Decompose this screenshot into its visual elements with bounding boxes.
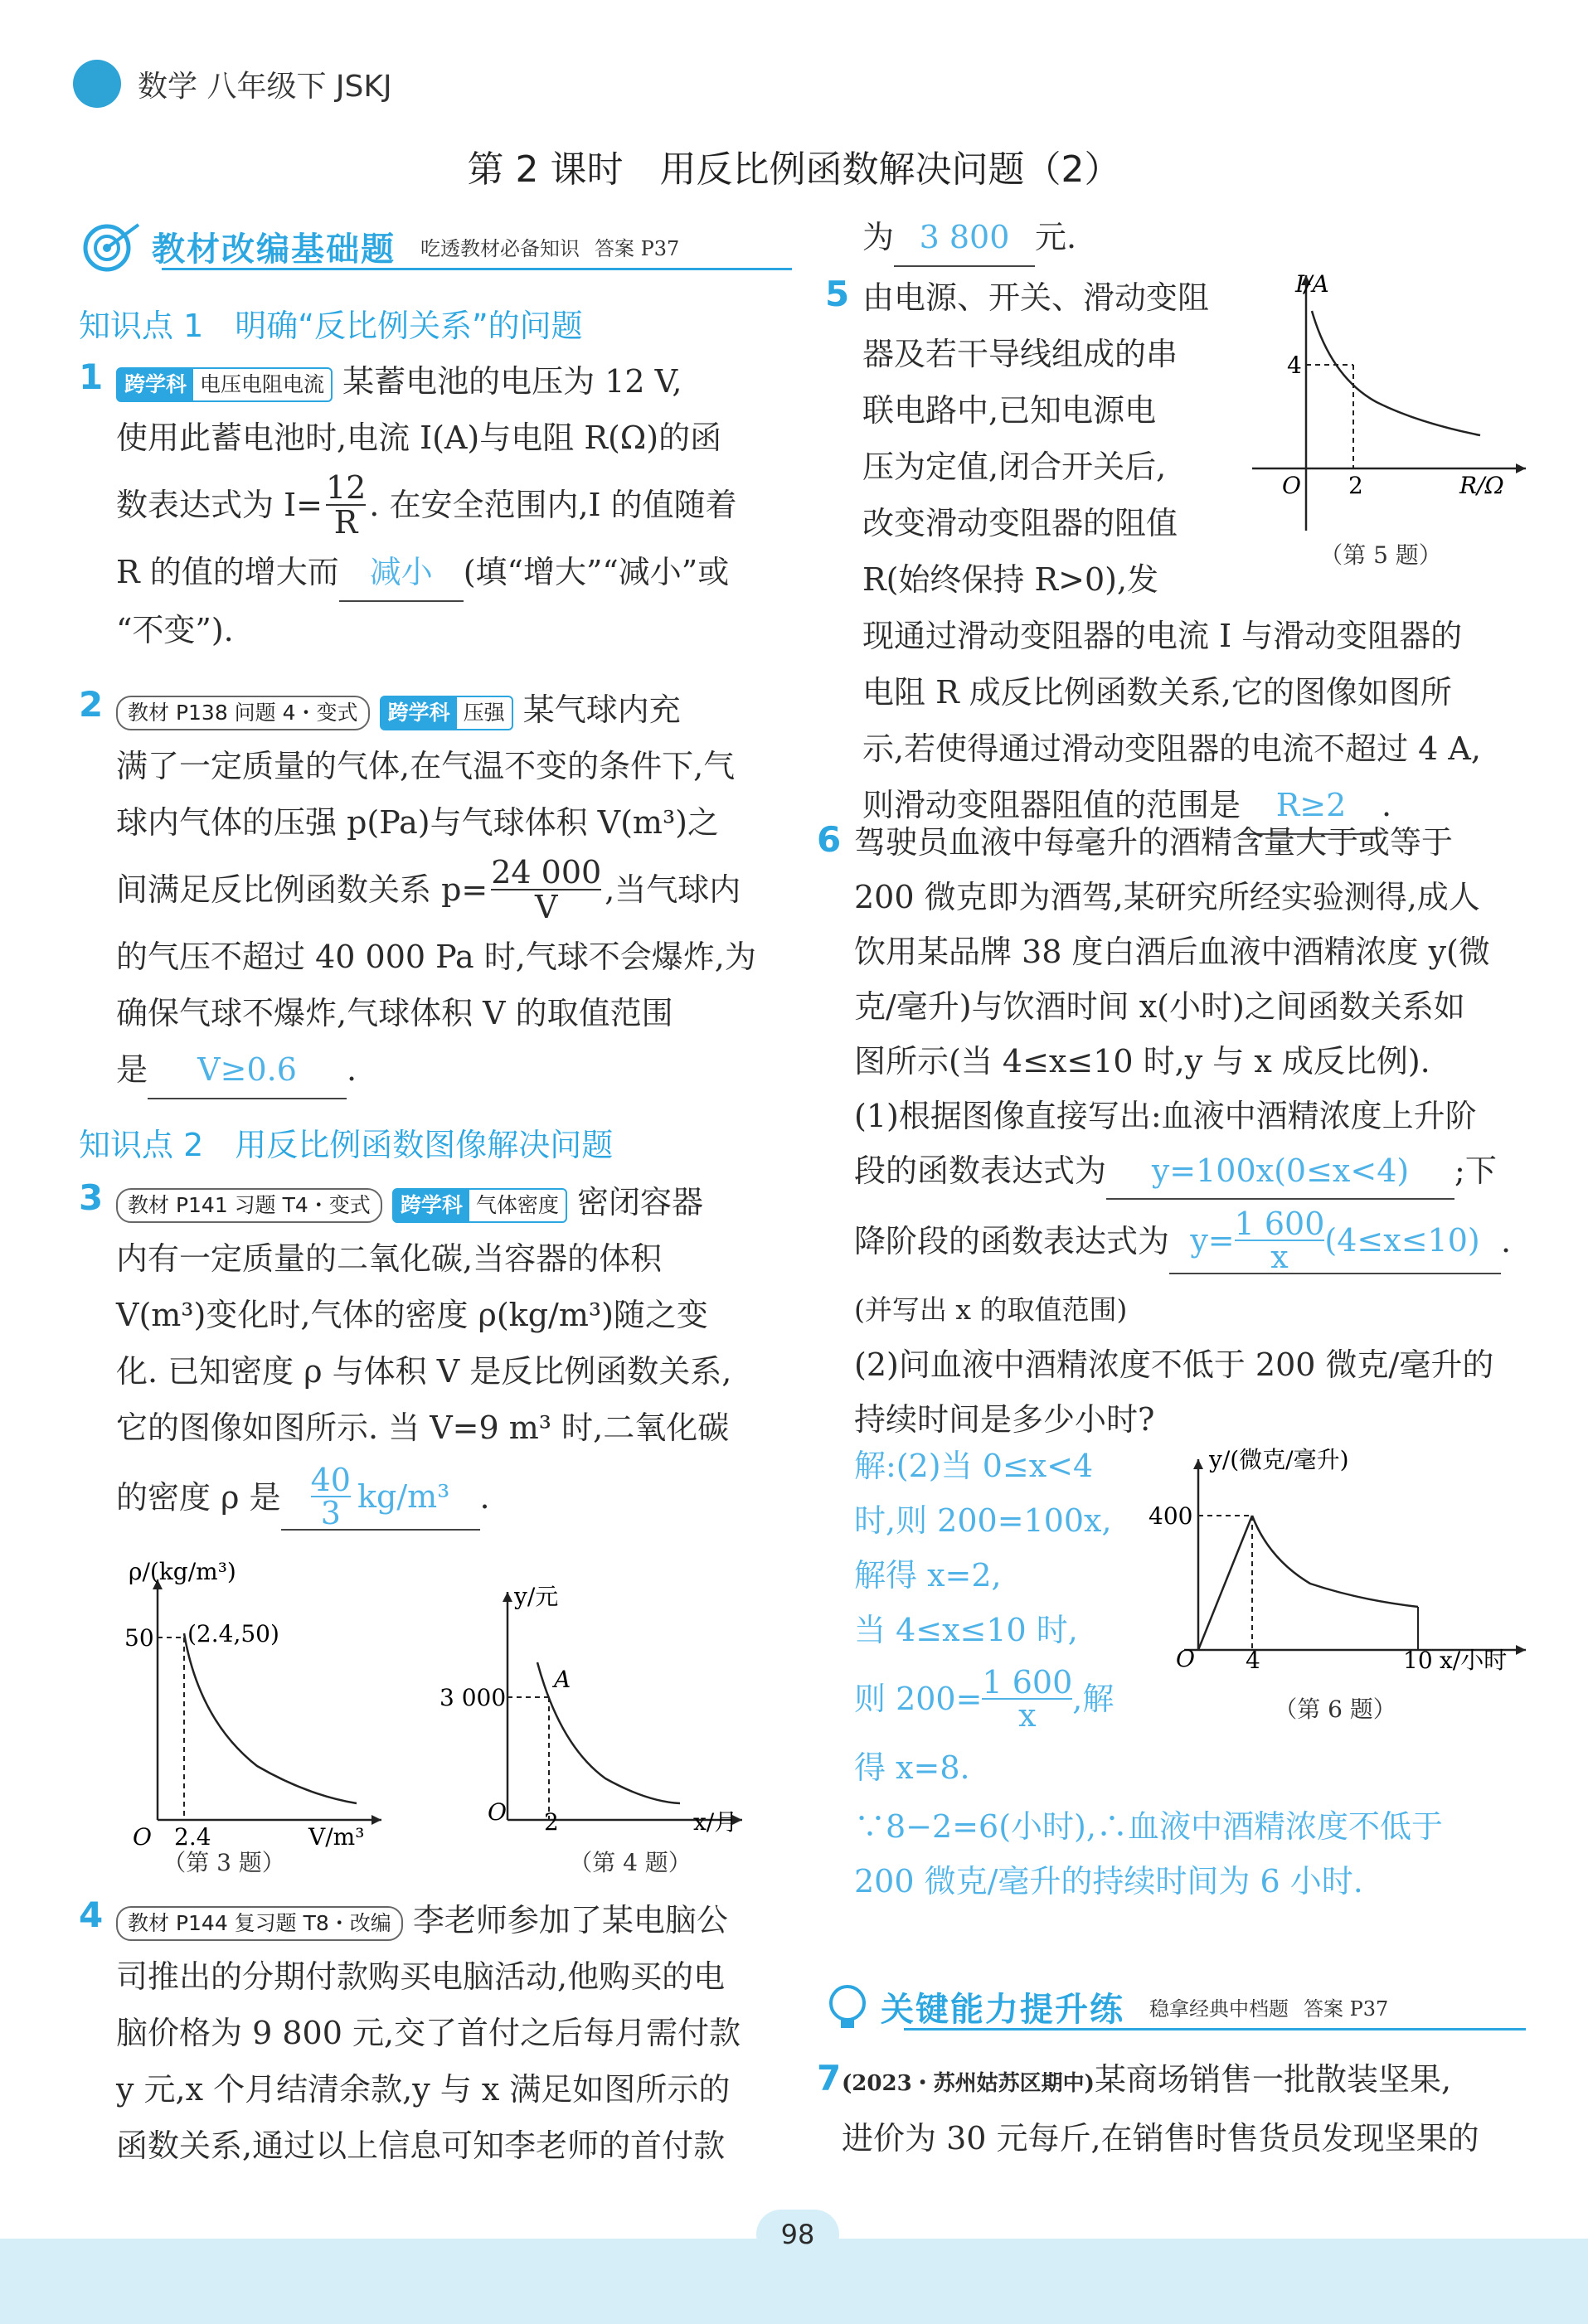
subject-label: 数学 八年级下 JSKJ [138, 69, 392, 104]
figure-4-caption: （第 4 题） [569, 1849, 692, 1876]
x-tick: 2 [544, 1808, 559, 1836]
page-number: 98 [756, 2210, 839, 2259]
x-tick: 2 [1348, 472, 1363, 499]
question-7: (2023・苏州姑苏区期中)某商场销售一批散装坚果, 进价为 30 元每斤,在销售时售货员发现坚果的 [842, 2061, 1479, 2157]
y-tick: 50 [124, 1624, 154, 1652]
question-3: 教材 P141 习题 T4・变式 跨学科 气体密度 密闭容器 内有一定质量的二氧化碳,当容器的体积 V(m³)变化时,气体的密度 ρ(kg/m³)随之变 化. 已知密度 ρ 与体积 V 是反比例函数关系, 它的图像如图所示. 当 V=9 m³ 时,二氧化碳 的密度 ρ 是 40 3 kg/m³ . [116, 1184, 732, 1531]
y-label: y/(微克/毫升) [1209, 1446, 1349, 1473]
answer-ref: 答案 P37 [1304, 1997, 1389, 2021]
section-basic-header [79, 217, 792, 275]
answer-blank: 40 3 kg/m³ [281, 1464, 480, 1531]
curve [184, 1633, 357, 1803]
question-number: 4 [79, 1895, 104, 1935]
question-6: 驾驶员血液中每毫升的酒精含量大于或等于 200 微克即为酒驾,某研究所经实验测得,成人 饮用某品牌 38 度白酒后血液中酒精浓度 y(微 克/毫升)与饮酒时间 x(小时)之间函数关系如 图所示(当 4≤x≤10 时,y 与 x 成反比例). (1)根据图像直接写出:血液中酒精浓度上升阶 段的函数表达式为 y=100x(0≤x<4) ;下 降阶段的函数表达式为 y= $\frac{1 600}{x}$ (4≤x≤10) . (并写出 x 的取值范围) (2)问血液中酒精浓度不低于 200 微克/毫升的 持续时间是多少小时? [854, 824, 1512, 1438]
answer-ref: 答案 P37 [595, 236, 680, 260]
question-2: 教材 P138 问题 4・变式 跨学科 压强 某气球内充 满了一定质量的气体,在气温不变的条件下,气 球内气体的压强 p(Pa)与气球体积 V(m³)之 间满足反比例函数关系 p= $\frac{24 000}{V}$ ,当气球内 的气压不超过 40 000 Pa 时,气球不会爆炸,为 确保气球不爆炸,气球体积 V 的取值范围 是 V≥0.6 . [116, 682, 796, 1099]
section-subtitle: 吃透教材必备知识 [420, 236, 580, 260]
cross-subject-tag: 跨学科 气体密度 [392, 1188, 567, 1223]
page-header [73, 60, 392, 108]
question-4-continued: 为 3 800 元. [862, 209, 1076, 267]
rising-line [1198, 1516, 1252, 1650]
answer-blank: y= $\frac{1 600}{x}$ (4≤x≤10) [1169, 1208, 1501, 1274]
origin-label: O [488, 1798, 507, 1826]
figure-3-graph [91, 1555, 390, 1853]
knowledge-point-1: 知识点 1 明确“反比例关系”的问题 [79, 308, 583, 344]
point-label: (2.4,50) [187, 1620, 279, 1647]
y-tick: 400 [1149, 1502, 1193, 1530]
question-number: 6 [817, 819, 842, 860]
falling-curve [1252, 1516, 1418, 1607]
solution-6-conclusion: ∵8−2=6(小时),∴血液中酒精浓度不低于 200 微克/毫升的持续时间为 6 小时. [854, 1808, 1443, 1899]
x-label: x/月 [693, 1808, 738, 1836]
figure-5-graph [1236, 265, 1534, 531]
x-tick: 2.4 [174, 1823, 211, 1851]
question-number: 5 [825, 274, 850, 314]
solution-6: 解:(2)当 0≤x<4 时,则 200=100x, 解得 x=2, 当 4≤x≤10 时, 则 200= $\frac{1 600}{x}$ ,解 得 x=8. [854, 1448, 1115, 1786]
figure-4-graph [431, 1579, 755, 1853]
origin-label: O [1176, 1645, 1195, 1672]
section-title: 关键能力提升练 [881, 1990, 1124, 2029]
target-icon [79, 220, 145, 273]
x-label: R/Ω [1459, 472, 1504, 499]
answer-blank: V≥0.6 [148, 1041, 347, 1099]
section-subtitle: 稳拿经典中档题 [1149, 1997, 1289, 2021]
curve [1312, 311, 1480, 435]
answer-blank: 3 800 [894, 209, 1035, 267]
answer-blank: 减小 [339, 544, 464, 602]
question-number: 3 [79, 1177, 104, 1218]
x-tick: 10 [1403, 1647, 1433, 1674]
y-tick: 3 000 [439, 1684, 507, 1711]
answer-blank: R≥2 [1241, 777, 1382, 835]
answer-blank: y=100x(0≤x<4) [1106, 1143, 1454, 1200]
question-1: 跨学科 电压电阻电流 某蓄电池的电压为 12 V, 使用此蓄电池时,电流 I(A)与电阻 R(Ω)的函 数表达式为 I= $\frac{12}{R}$ . 在安全范围内,I 的值随着 R 的值的增大而 减小 (填“增大”“减小”或 “不变”). [116, 363, 737, 648]
question-number: 1 [79, 357, 104, 397]
question-number: 7 [817, 2058, 842, 2098]
question-4: 教材 P144 复习题 T8・改编 李老师参加了某电脑公 司推出的分期付款购买电脑活动,他购买的电 脑价格为 9 800 元,交了首付之后每月需付款 y 元,x 个月结清余款,y 与 x 满足如图所示的 函数关系,通过以上信息可知李老师的首付款 [116, 1902, 741, 2164]
source-tag: 教材 P138 问题 4・变式 [116, 696, 370, 730]
lesson-title: 第 2 课时 用反比例函数解决问题（2） [467, 148, 1121, 191]
question-5: 由电源、开关、滑动变阻 器及若干导线组成的串 联电路中,已知电源电 压为定值,闭合开关后, 改变滑动变阻器的阻值 R(始终保持 R>0),发 现通过滑动变阻器的电流 I 与滑动变阻器的 电阻 R 成反比例函数关系,它的图像如图所 示,若使得通过滑动变阻器的电流不超过 4 A, 则滑动变阻器阻值的范围是 R≥2 . [862, 269, 1551, 835]
origin-label: O [133, 1823, 152, 1851]
lightbulb-icon [821, 1980, 874, 2033]
y-label: ρ/(kg/m³) [129, 1558, 236, 1585]
section-title: 教材改编基础题 [152, 230, 396, 269]
source-tag: (2023・苏州姑苏区期中) [842, 2071, 1095, 2096]
x-label: V/m³ [308, 1823, 365, 1851]
source-tag: 教材 P144 复习题 T8・改编 [116, 1906, 403, 1941]
y-label: y/元 [514, 1583, 559, 1610]
figure-6-caption: （第 6 题） [1274, 1696, 1396, 1723]
point-label: A [554, 1666, 571, 1693]
knowledge-point-2: 知识点 2 用反比例函数图像解决问题 [79, 1127, 614, 1163]
figure-5-caption: （第 5 题） [1319, 541, 1442, 569]
cross-subject-tag: 跨学科 压强 [380, 696, 513, 730]
y-label: I/A [1295, 270, 1329, 298]
question-number: 2 [79, 684, 104, 725]
x-label: x/小时 [1440, 1647, 1508, 1674]
figure-6-graph [1144, 1443, 1534, 1700]
cross-subject-tag: 跨学科 电压电阻电流 [116, 367, 333, 402]
section-advanced-header [821, 1977, 1526, 2035]
origin-label: O [1282, 472, 1301, 499]
source-tag: 教材 P141 习题 T4・变式 [116, 1188, 382, 1223]
y-tick: 4 [1287, 352, 1302, 379]
x-tick: 4 [1246, 1647, 1260, 1674]
leaf-logo-icon [73, 60, 121, 108]
figure-3-caption: （第 3 题） [163, 1849, 285, 1876]
